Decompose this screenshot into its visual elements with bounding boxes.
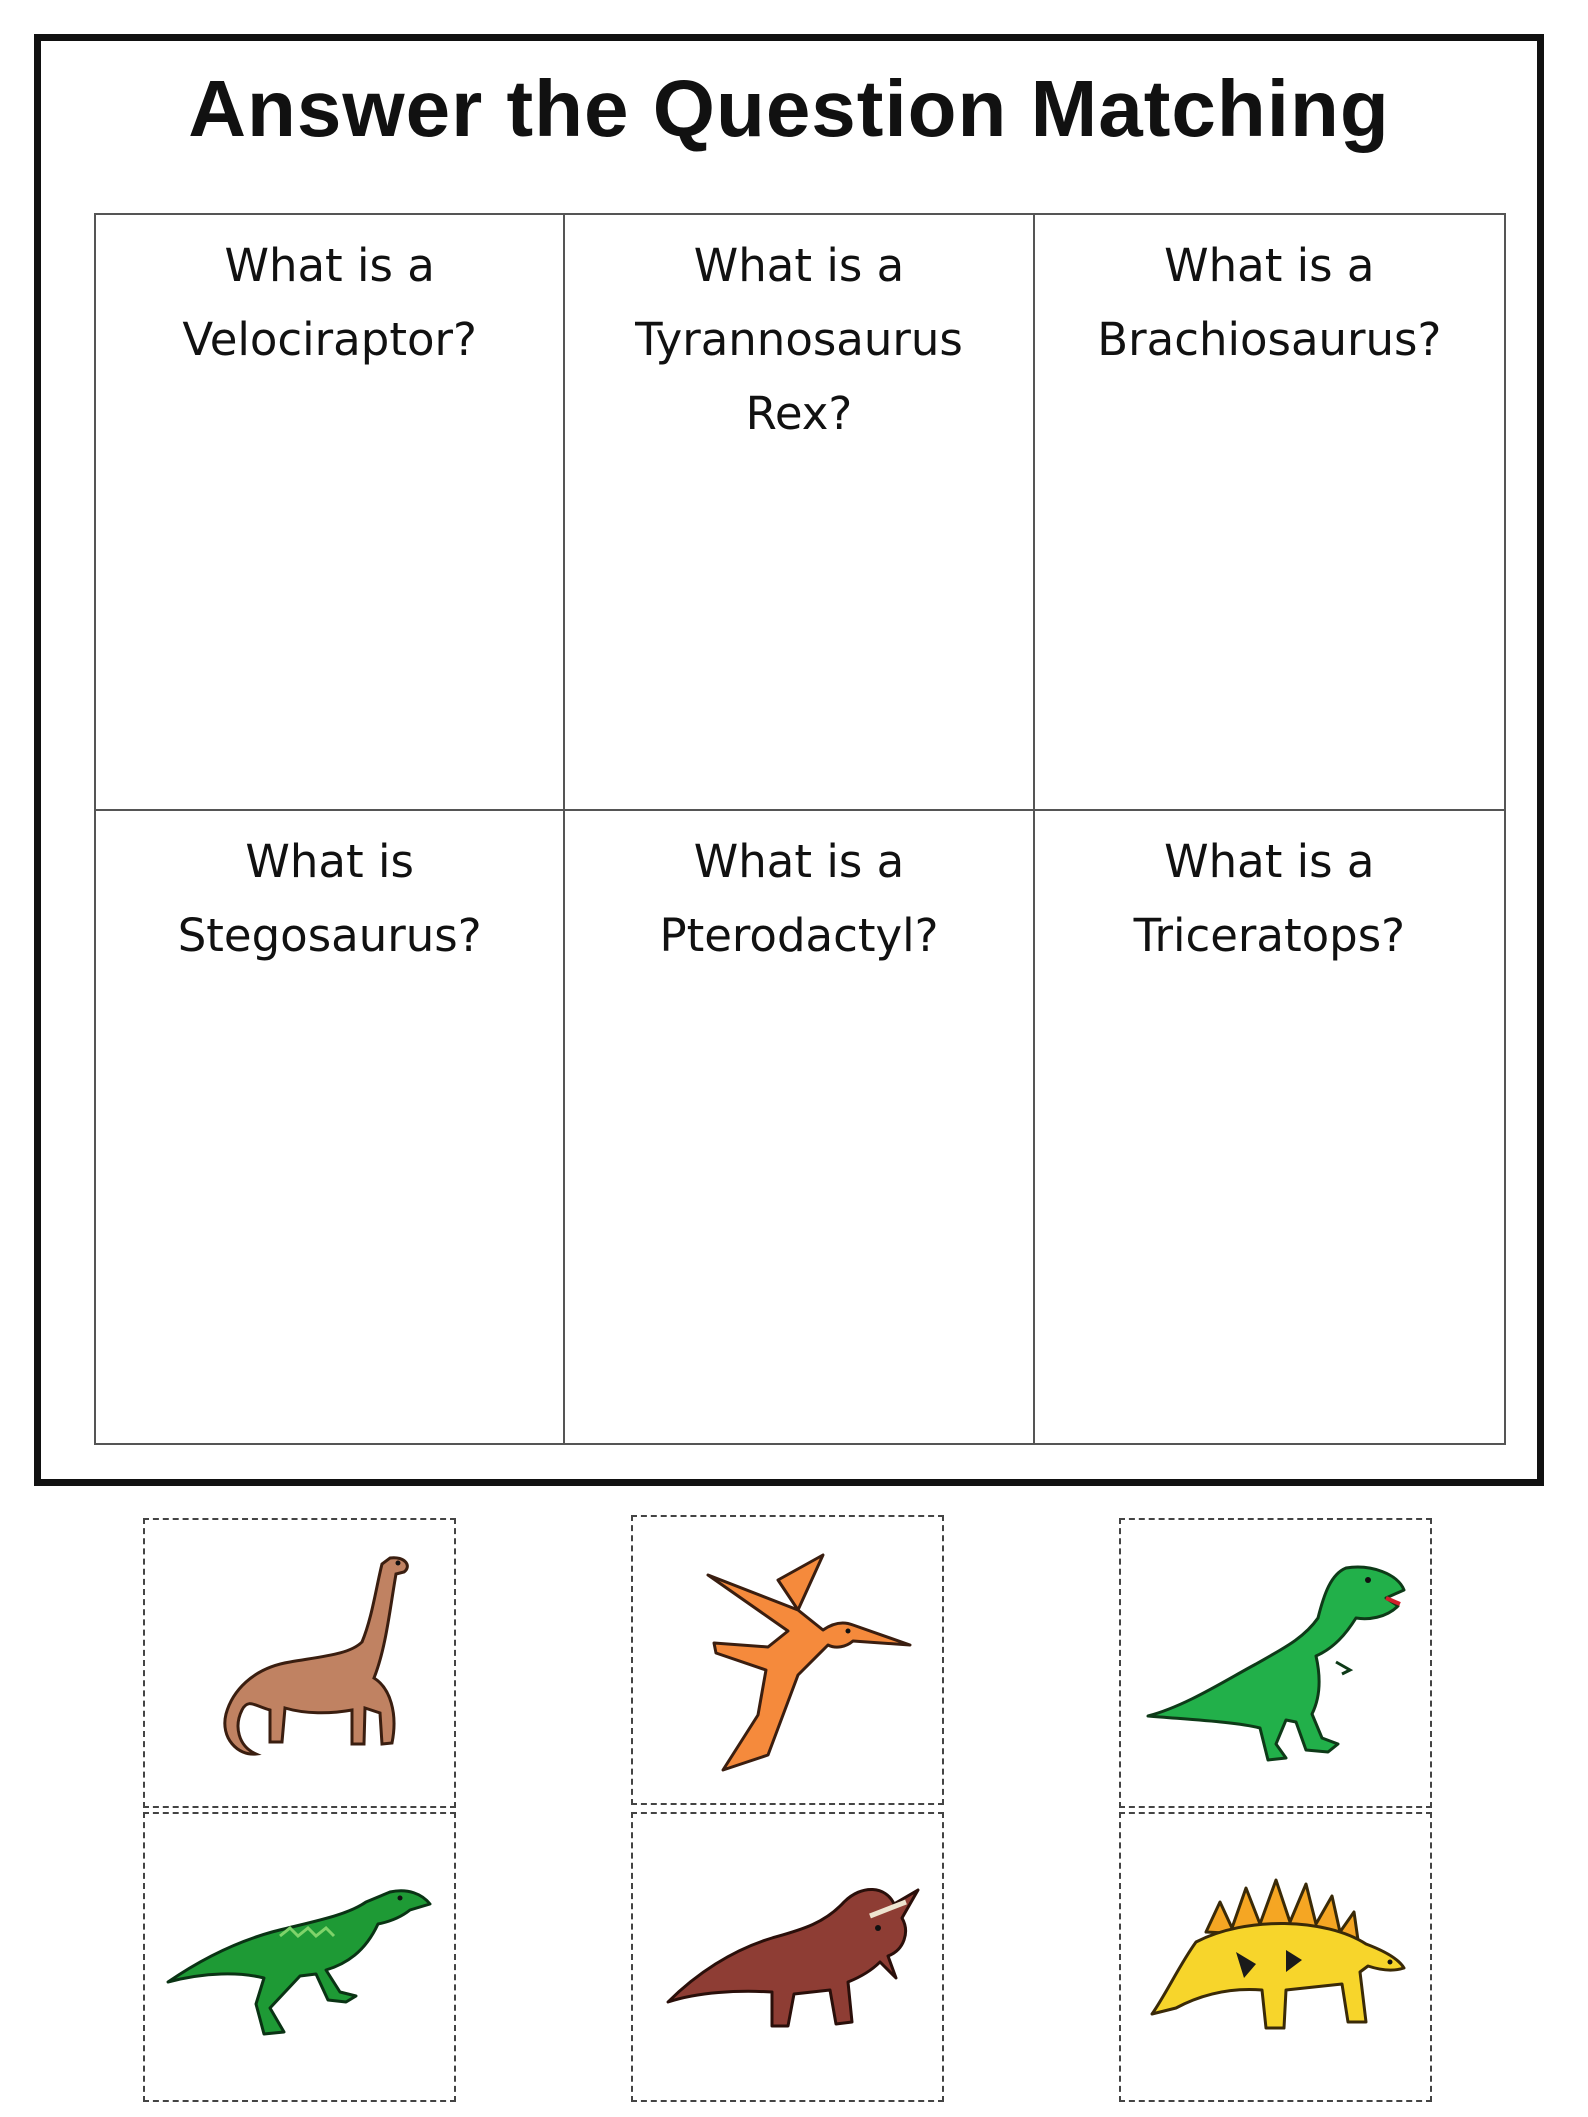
question-line: What is a (224, 239, 435, 292)
pterodactyl-icon (648, 1535, 928, 1785)
card-velociraptor[interactable] (143, 1812, 456, 2102)
card-stegosaurus[interactable] (1119, 1812, 1432, 2102)
question-line: What is (245, 835, 414, 888)
question-cell-triceratops[interactable] (1035, 811, 1504, 1443)
question-cell-pterodactyl[interactable] (565, 811, 1034, 1443)
question-cell-velociraptor[interactable] (96, 215, 565, 811)
question-grid (94, 213, 1506, 1445)
question-line: Velociraptor? (182, 313, 477, 366)
question-line: Triceratops? (1133, 909, 1406, 962)
card-brachiosaurus[interactable] (143, 1518, 456, 1808)
question-line: Brachiosaurus? (1097, 313, 1442, 366)
question-line: Pterodactyl? (659, 909, 939, 962)
card-triceratops[interactable] (631, 1812, 944, 2102)
card-tyrannosaurus[interactable] (1119, 1518, 1432, 1808)
question-line: Stegosaurus? (177, 909, 482, 962)
brachiosaurus-icon (160, 1538, 440, 1788)
card-pterodactyl[interactable] (631, 1515, 944, 1805)
page-title: Answer the Question Matching (188, 64, 1390, 153)
worksheet-frame (34, 34, 1544, 1486)
question-cell-tyrannosaurus[interactable] (565, 215, 1034, 811)
question-line: Tyrannosaurus (635, 313, 963, 366)
triceratops-icon (648, 1832, 928, 2082)
stegosaurus-icon (1136, 1832, 1416, 2082)
question-line: Rex? (745, 387, 853, 440)
tyrannosaurus-icon (1136, 1538, 1416, 1788)
question-line: What is a (693, 835, 905, 888)
question-line: What is a (1164, 239, 1375, 292)
question-cell-stegosaurus[interactable] (96, 811, 565, 1443)
question-line: What is a (693, 239, 905, 292)
question-line: What is a (1164, 835, 1375, 888)
velociraptor-icon (160, 1832, 440, 2082)
question-cell-brachiosaurus[interactable] (1035, 215, 1504, 811)
